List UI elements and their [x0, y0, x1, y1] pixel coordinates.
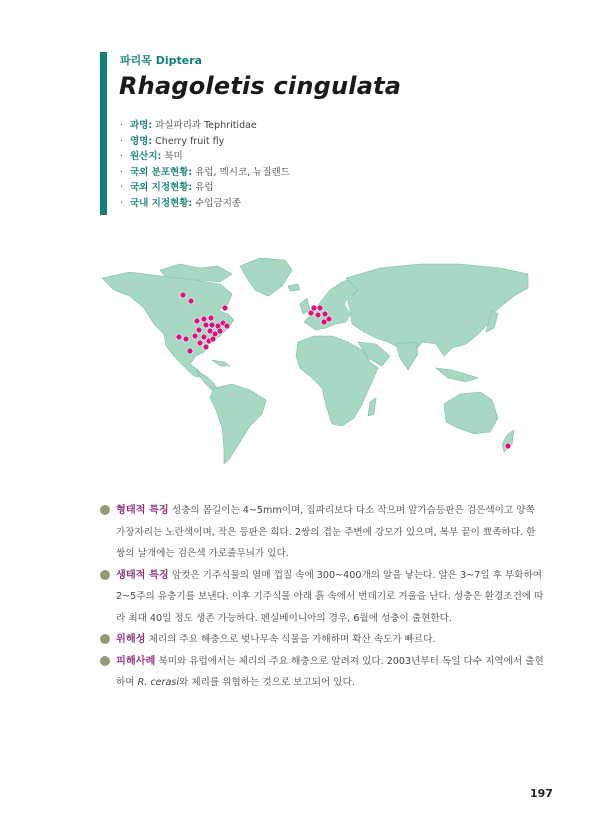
paragraph-morphology [99, 500, 544, 565]
occurrence-marker [203, 344, 209, 350]
info-common-name: · 영명: Cherry fruit fly [120, 135, 225, 147]
paragraph-text: 체리의 주요 해충으로 벚나무속 식물을 가해하며 확산 속도가 빠르다. [145, 634, 436, 645]
paragraph-text: 성충의 몸길이는 4~5mm이며, 집파리보다 다소 작으며 앞가슴등판은 검은색이고 양쪽 가장자리는 노란색이며, 작은 등판은 희다. 2쌍의 겹눈 주변에 강모가 있으며, 복부 끝이 뾰족하다. 한 쌍의 날개에는 검은색 가로줄무늬가 있다. [116, 505, 536, 559]
paragraph-text: 북미와 유럽에서는 체리의 주요 해충으로 알려져 있다. 2003년부터 독일 다수 지역에서 출현하며 [116, 655, 544, 688]
paragraph-heading: 위해성 [116, 634, 146, 645]
occurrence-marker [315, 312, 321, 318]
info-family: · 과명: 과실파리과 Tephritidae [120, 120, 257, 131]
occurrence-marker [180, 292, 186, 298]
bullet-icon [100, 505, 110, 515]
paragraph-damage-cases [99, 651, 544, 694]
occurrence-marker [321, 319, 327, 325]
occurrence-marker [322, 311, 328, 317]
order-label: 파리목 Diptera [120, 54, 203, 67]
occurrence-marker [187, 348, 193, 354]
occurrence-marker [217, 328, 223, 334]
species-name-italic: R. cerasi [137, 677, 180, 688]
southeast-asia-islands [436, 368, 478, 382]
iceland [288, 284, 300, 291]
occurrence-marker [209, 322, 215, 328]
occurrence-marker [201, 316, 207, 322]
central-america [196, 370, 218, 390]
occurrence-marker [203, 322, 209, 328]
occurrence-marker [197, 340, 203, 346]
paragraph-text: 암컷은 기주식물의 열매 껍질 속에 300~400개의 알을 낳는다. 알은 3~7일 후 부화하여 2~5주의 유충기를 보낸다. 이후 기주식물 아래 흙 속에서 번데기로 겨울을 난다. 성충은 환경조건에 따라 최대 40일 정도 생존 가능하다. 펜실베이니아의 경우, 6월에 성충이 출현한다. [116, 569, 544, 624]
occurrence-marker [176, 334, 182, 340]
asia [346, 264, 528, 356]
occurrence-marker [183, 336, 189, 342]
species-info-list [120, 118, 290, 212]
paragraph-risk [99, 629, 544, 651]
info-overseas-designation: · 국외 지정현황: 유럽 [120, 182, 214, 194]
occurrence-marker [224, 323, 230, 329]
info-overseas-distribution: · 국외 분포현황: 유럽, 멕시코, 뉴질랜드 [120, 166, 290, 178]
bullet-icon [100, 634, 110, 644]
paragraph-heading: 형태적 특징 [116, 505, 169, 516]
australia [444, 392, 498, 434]
caribbean [212, 360, 230, 366]
occurrence-marker [308, 310, 314, 316]
paragraph-heading: 생태적 특징 [116, 569, 169, 581]
description-section [99, 500, 544, 694]
page-number: 197 [530, 787, 553, 800]
continents [102, 258, 528, 464]
occurrence-marker [196, 327, 202, 333]
south-america [210, 384, 266, 464]
title-accent-bar [100, 52, 107, 215]
greenland [240, 258, 292, 296]
paragraph-heading: 피해사례 [116, 655, 156, 667]
occurrence-marker [188, 298, 194, 304]
occurrence-marker [317, 305, 323, 311]
occurrence-marker [192, 333, 198, 339]
info-domestic-designation: · 국내 지정현황: 수입금지종 [120, 197, 242, 209]
info-origin: · 원산지: 북미 [120, 151, 183, 163]
occurrence-marker [222, 305, 228, 311]
bullet-icon [100, 570, 110, 580]
species-title: Rhagoletis cingulata [119, 72, 402, 100]
bullet-icon [100, 656, 110, 666]
occurrence-marker [210, 336, 216, 342]
madagascar [368, 398, 376, 416]
occurrence-marker [194, 318, 200, 324]
paragraph-text: 와 체리를 위협하는 것으로 보고되어 있다. [179, 677, 355, 688]
paragraph-ecology [99, 565, 544, 630]
world-distribution-map [100, 238, 530, 470]
occurrence-marker [505, 443, 511, 449]
india [396, 342, 418, 370]
occurrence-marker [201, 334, 207, 340]
occurrence-marker [208, 315, 214, 321]
